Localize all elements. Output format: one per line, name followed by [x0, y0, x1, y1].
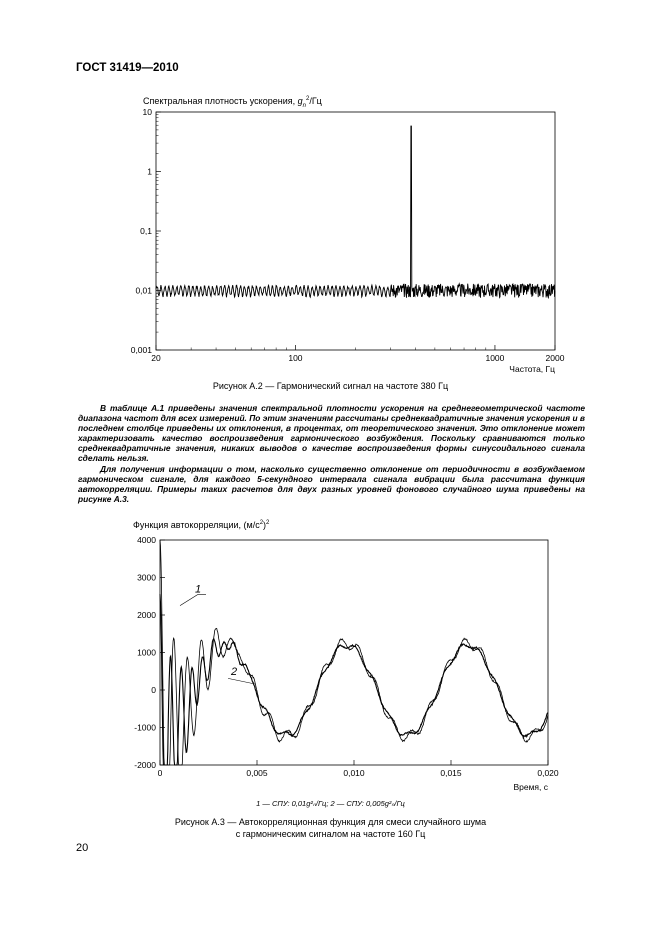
x-tick-label: 0	[157, 768, 163, 778]
figure-a3-legend: 1 — СПУ: 0,01g²ₙ/Гц; 2 — СПУ: 0,005g²ₙ/Гц	[256, 799, 405, 808]
y-tick-label: 0,001	[130, 345, 152, 355]
x-axis-label: Время, с	[513, 782, 548, 792]
callout-2-label: 2	[231, 666, 238, 678]
document-header: ГОСТ 31419—2010	[76, 62, 179, 74]
figure-a3-caption-line2: с гармоническим сигналом на частоте 160 Гц	[235, 829, 426, 839]
y-tick-label: 2000	[137, 610, 156, 620]
x-tick-label: 0,010	[343, 768, 365, 778]
figure-a3-caption-line1: Рисунок А.3 — Автокорреляционная функция для смеси случайного шума	[174, 817, 487, 827]
y-tick-label: -1000	[134, 722, 156, 733]
page-number: 20	[76, 842, 89, 854]
figure-a2-ylabel: Спектральная плотность ускорения, $g_n^2/Гц$	[143, 96, 322, 109]
callout-1-label: 1	[195, 583, 202, 596]
paragraph-1: В таблице А.1 приведены значения спектральной плотности ускорения на среднегеометрической частоте диапазона частот для всех измерений. По этим значениям рассчитаны среднеквадратичные значения ускорения и в последнем столбце приведены их отклонения, в процентах, от теоретического значения. Это отклонение может характеризовать качество воспроизведения гармонического возбуждения. Поскольку сравниваются только среднеквадратичные значения, никаких выводов о качестве воспроизведения формы синусоидального сигнала сделать нельзя.	[78, 403, 585, 464]
figure-a2-caption: Рисунок А.2 — Гармонический сигнал на частоте 380 Гц	[212, 381, 449, 391]
y-tick-label: 4000	[137, 535, 156, 545]
y-tick-label: 1	[147, 166, 152, 177]
x-axis-label: Частота, Гц	[509, 364, 555, 374]
callout-2-leader	[228, 678, 255, 684]
plot-frame	[160, 540, 548, 765]
y-tick-label: 3000	[137, 572, 156, 583]
x-tick-label: 100	[288, 353, 303, 363]
x-tick-label: 2000	[545, 353, 565, 363]
y-tick-label: 10	[142, 107, 152, 117]
x-tick-label: 0,005	[246, 768, 268, 778]
y-tick-label: 1000	[137, 647, 156, 658]
series-2-trace	[160, 594, 548, 765]
x-tick-label: 20	[151, 353, 161, 363]
series-1-trace	[160, 540, 548, 765]
y-tick-label: 0	[151, 685, 156, 695]
callout-1-leader	[180, 594, 198, 605]
y-tick-label: 0,01	[135, 285, 152, 296]
figure-a3-ylabel: Функция автокорреляции, $(м/с^2)^2$	[133, 520, 270, 530]
x-tick-label: 0,020	[537, 768, 559, 778]
y-tick-label: 0,1	[140, 226, 152, 236]
paragraph-2: Для получения информации о том, насколько существенно отклонение от периодичности в возбуждаемом гармоническом сигнале, для каждого 5-секундного интервала сигнала вибрации была рассчитана функция автокорреляции. Примеры таких расчетов для двух разных уровней фонового случайного шума приведены на рисунке А.3.	[78, 463, 585, 504]
x-tick-label: 1000	[485, 353, 505, 363]
y-tick-label: -2000	[134, 760, 156, 770]
x-tick-label: 0,015	[440, 768, 462, 778]
